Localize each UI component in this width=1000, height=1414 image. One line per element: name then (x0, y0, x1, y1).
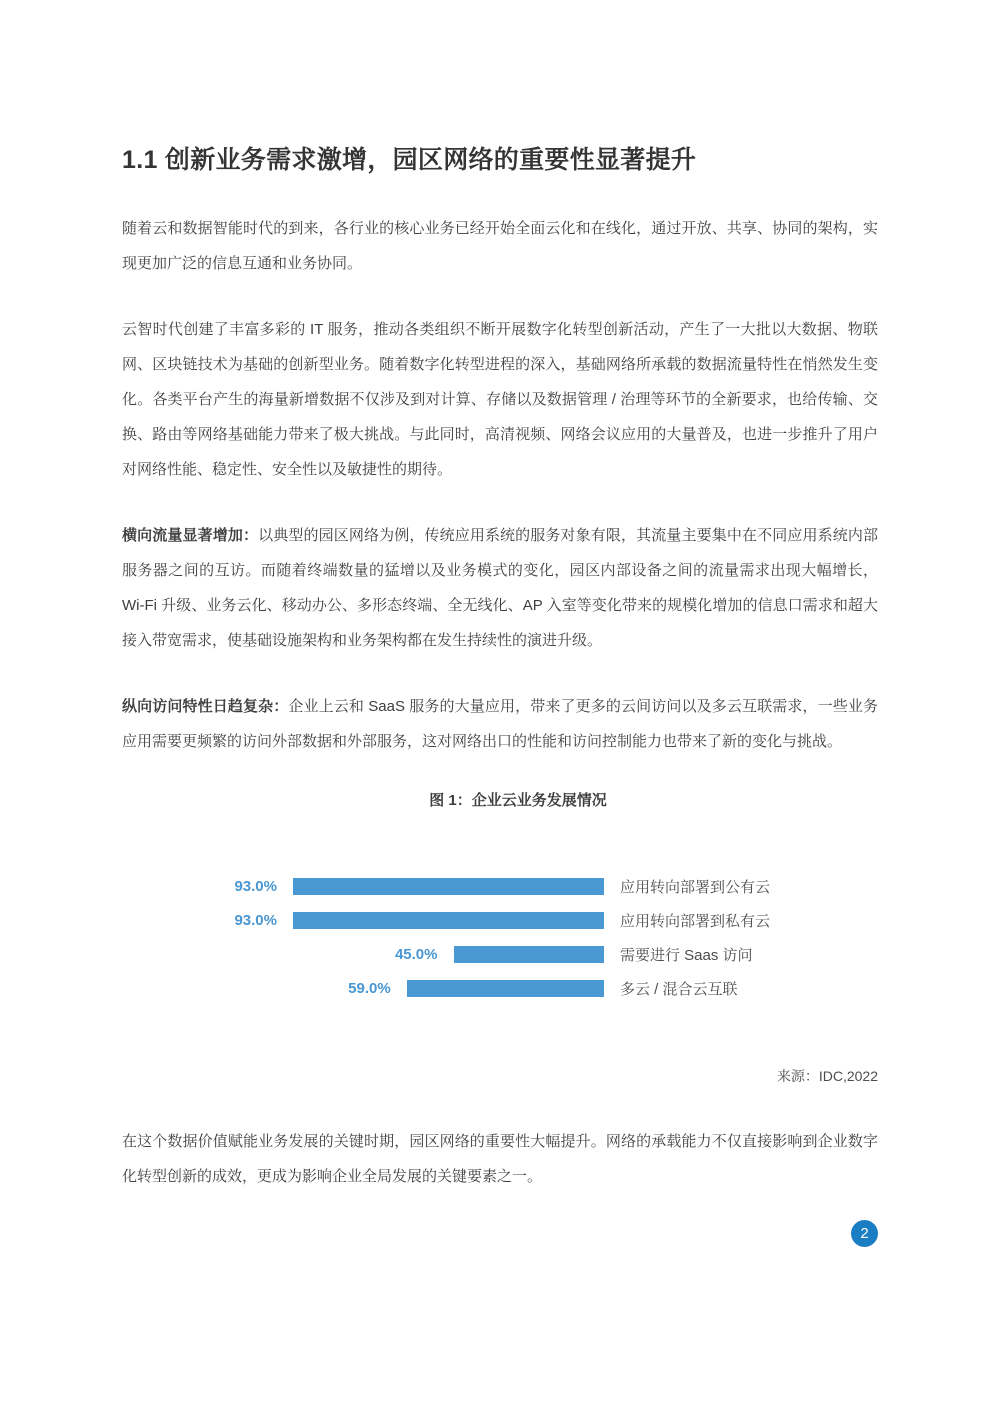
body-paragraph (122, 689, 878, 759)
bar-chart (122, 870, 878, 1006)
paragraph-lead: 纵向访问特性日趋复杂： (122, 697, 289, 715)
section-heading: 1.1 创新业务需求激增，园区网络的重要性显著提升 (122, 146, 697, 174)
figure (122, 789, 878, 1006)
body-paragraph (122, 312, 878, 487)
bar-category-label: 应用转向部署到公有云 (620, 879, 771, 897)
figure-title: 图 1：企业云业务发展情况 (429, 791, 607, 809)
page-content (122, 0, 878, 1414)
body-paragraph (122, 518, 878, 658)
bar-value-label: 93.0% (234, 912, 277, 930)
paragraph-text: 随着云和数据智能时代的到来，各行业的核心业务已经开始全面云化和在线化，通过开放、共享、协同的架构，实现更加广泛的信息互通和业务协同。 (122, 219, 878, 272)
paragraph-text: 以典型的园区网络为例，传统应用系统的服务对象有限，其流量主要集中在不同应用系统内部服务器之间的互访。而随着终端数量的猛增以及业务模式的变化，园区内部设备之间的流量需求出现大幅增长，Wi-Fi 升级、业务云化、移动办公、多形态终端、全无线化、AP 入室等变化带来的规模化增加的信息口需求和超大接入带宽需求，使基础设施架构和业务架构都在发生持续性的演进升级。 (122, 526, 878, 649)
bar-value-label: 93.0% (234, 878, 277, 896)
bar-category-label: 应用转向部署到私有云 (620, 913, 771, 931)
bar (454, 946, 605, 963)
body-paragraph (122, 1124, 878, 1194)
bar-category-label: 多云 / 混合云互联 (620, 981, 738, 999)
bar (407, 980, 604, 997)
paragraph-text: 云智时代创建了丰富多彩的 IT 服务，推动各类组织不断开展数字化转型创新活动，产生了一大批以大数据、物联网、区块链技术为基础的创新型业务。随着数字化转型进程的深入，基础网络所承载的数据流量特性在悄然发生变化。各类平台产生的海量新增数据不仅涉及到对计算、存储以及数据管理 / 治理等环节的全新要求，也给传输、交换、路由等网络基础能力带来了极大挑战。与此同时，高清视频、网络会议应用的大量普及，也进一步推升了用户对网络性能、稳定性、安全性以及敏捷性的期待。 (122, 320, 878, 478)
bar-value-label: 59.0% (348, 980, 391, 998)
bar (293, 912, 604, 929)
chart-row (122, 972, 878, 1006)
paragraph-text: 在这个数据价值赋能业务发展的关键时期，园区网络的重要性大幅提升。网络的承载能力不仅直接影响到企业数字化转型创新的成效，更成为影响企业全局发展的关键要素之一。 (122, 1132, 878, 1185)
source-note: 来源：IDC,2022 (776, 1067, 878, 1084)
bar-value-label: 45.0% (394, 946, 438, 964)
chart-row (122, 938, 878, 972)
chart-row (122, 870, 878, 904)
body-paragraph (122, 211, 878, 281)
bar-category-label: 需要进行 Saas 访问 (620, 947, 753, 965)
paragraph-text: 企业上云和 SaaS 服务的大量应用，带来了更多的云间访问以及多云互联需求，一些业务应用需要更频繁的访问外部数据和外部服务，这对网络出口的性能和访问控制能力也带来了新的变化与挑战。 (122, 697, 878, 750)
bar (293, 878, 604, 895)
paragraph-lead: 横向流量显著增加： (122, 526, 259, 544)
page-number-badge: 2 (851, 1220, 878, 1247)
chart-row (122, 904, 878, 938)
